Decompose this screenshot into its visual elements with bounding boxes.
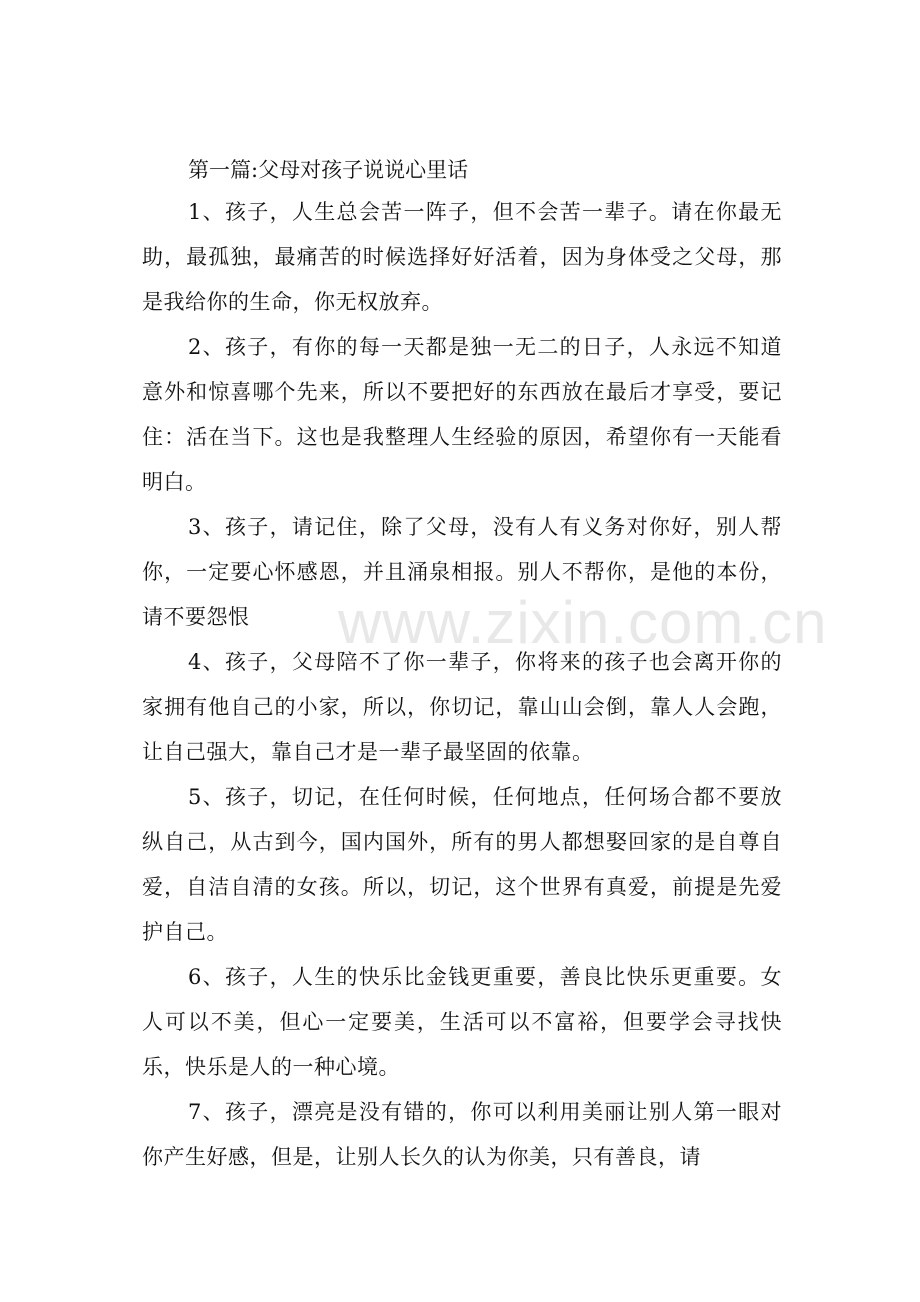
document-title: 第一篇:父母对孩子说说心里话: [188, 158, 469, 182]
paragraph-4: 4、孩子，父母陪不了你一辈子，你将来的孩子也会离开你的家拥有他自己的小家，所以，你切记，靠山山会倒，靠人人会跑，让自己强大，靠自己才是一辈子最坚固的依靠。: [142, 650, 782, 764]
paragraph-3: 3、孩子，请记住，除了父母，没有人有义务对你好，别人帮你，一定要心怀感恩，并且涌泉相报。别人不帮你，是他的本份，请不要怨恨: [142, 515, 782, 629]
watermark: www.zixin.com.cn: [338, 589, 828, 656]
document-page: [142, 150, 782, 1180]
paragraph-1: 1、孩子，人生总会苦一阵子，但不会苦一辈子。请在你最无助，最孤独，最痛苦的时候选择好好活着，因为身体受之父母，那是我给你的生命，你无权放弃。: [142, 200, 782, 314]
paragraph-7: 7、孩子，漂亮是没有错的，你可以利用美丽让别人第一眼对你产生好感，但是，让别人长久的认为你美，只有善良，请: [142, 1100, 782, 1169]
paragraph-6: 6、孩子，人生的快乐比金钱更重要，善良比快乐更重要。女人可以不美，但心一定要美，生活可以不富裕，但要学会寻找快乐，快乐是人的一种心境。: [142, 965, 782, 1079]
paragraph-2: 2、孩子，有你的每一天都是独一无二的日子，人永远不知道意外和惊喜哪个先来，所以不要把好的东西放在最后才享受，要记住：活在当下。这也是我整理人生经验的原因，希望你有一天能看明白。: [142, 335, 782, 494]
paragraph-5: 5、孩子，切记，在任何时候，任何地点，任何场合都不要放纵自己，从古到今，国内国外，所有的男人都想娶回家的是自尊自爱，自洁自清的女孩。所以，切记，这个世界有真爱，前提是先爱护自己。: [142, 785, 782, 944]
